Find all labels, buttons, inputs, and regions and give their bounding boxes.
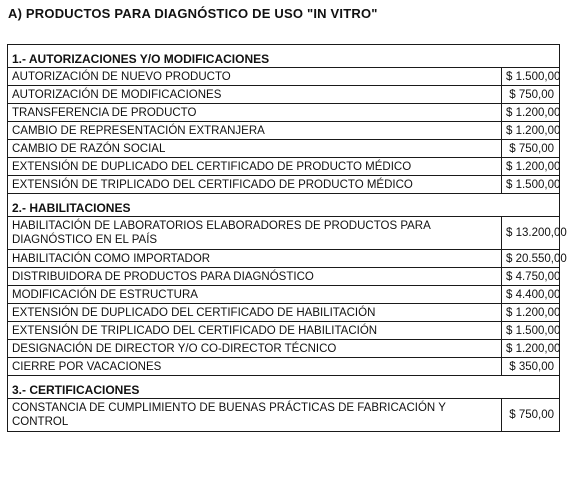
item-price: $ 750,00 — [502, 140, 560, 158]
section-header-row — [8, 376, 560, 399]
page-title: A) PRODUCTOS PARA DIAGNÓSTICO DE USO "IN VITRO" — [8, 6, 378, 21]
table-row — [8, 286, 560, 304]
fee-table — [7, 44, 567, 432]
section-title: 1.- AUTORIZACIONES Y/O MODIFICACIONES — [8, 45, 560, 68]
item-label: CONSTANCIA DE CUMPLIMIENTO DE BUENAS PRÁCTICAS DE FABRICACIÓN Y CONTROL — [8, 399, 502, 432]
table-row — [8, 399, 560, 432]
item-price: $ 4.750,00 — [502, 268, 560, 286]
item-label: EXTENSIÓN DE TRIPLICADO DEL CERTIFICADO DE HABILITACIÓN — [8, 322, 502, 340]
item-label: CAMBIO DE REPRESENTACIÓN EXTRANJERA — [8, 122, 502, 140]
table-row — [8, 322, 560, 340]
table-row — [8, 104, 560, 122]
item-label: DESIGNACIÓN DE DIRECTOR Y/O CO-DIRECTOR TÉCNICO — [8, 340, 502, 358]
table-row — [8, 358, 560, 376]
item-price: $ 1.200,00 — [502, 122, 560, 140]
item-label: EXTENSIÓN DE TRIPLICADO DEL CERTIFICADO DE PRODUCTO MÉDICO — [8, 176, 502, 194]
item-label: EXTENSIÓN DE DUPLICADO DEL CERTIFICADO DE HABILITACIÓN — [8, 304, 502, 322]
table-row — [8, 122, 560, 140]
item-price: $ 1.200,00 — [502, 158, 560, 176]
table-row — [8, 250, 560, 268]
table-row — [8, 158, 560, 176]
item-price: $ 1.200,00 — [502, 304, 560, 322]
table-row — [8, 340, 560, 358]
section-header-row — [8, 194, 560, 217]
item-price: $ 4.400,00 — [502, 286, 560, 304]
item-price: $ 20.550,00 — [502, 250, 560, 268]
item-price: $ 1.200,00 — [502, 104, 560, 122]
item-label: EXTENSIÓN DE DUPLICADO DEL CERTIFICADO DE PRODUCTO MÉDICO — [8, 158, 502, 176]
table-row — [8, 217, 560, 250]
table-row — [8, 68, 560, 86]
item-price: $ 1.500,00 — [502, 68, 560, 86]
item-price: $ 750,00 — [502, 399, 560, 432]
section-title: 3.- CERTIFICACIONES — [8, 376, 560, 399]
item-label: AUTORIZACIÓN DE MODIFICACIONES — [8, 86, 502, 104]
item-price: $ 350,00 — [502, 358, 560, 376]
item-label: HABILITACIÓN DE LABORATORIOS ELABORADORES DE PRODUCTOS PARA DIAGNÓSTICO EN EL PAÍS — [8, 217, 502, 250]
item-price: $ 1.500,00 — [502, 322, 560, 340]
section-header-row — [8, 45, 560, 68]
item-label: MODIFICACIÓN DE ESTRUCTURA — [8, 286, 502, 304]
item-label: DISTRIBUIDORA DE PRODUCTOS PARA DIAGNÓSTICO — [8, 268, 502, 286]
item-price: $ 13.200,00 — [502, 217, 560, 250]
fee-table-body — [8, 45, 567, 432]
table-row — [8, 176, 560, 194]
item-label: TRANSFERENCIA DE PRODUCTO — [8, 104, 502, 122]
item-label: HABILITACIÓN COMO IMPORTADOR — [8, 250, 502, 268]
table-row — [8, 140, 560, 158]
item-label: AUTORIZACIÓN DE NUEVO PRODUCTO — [8, 68, 502, 86]
item-label: CAMBIO DE RAZÓN SOCIAL — [8, 140, 502, 158]
table-row — [8, 268, 560, 286]
item-price: $ 1.500,00 — [502, 176, 560, 194]
item-price: $ 1.200,00 — [502, 340, 560, 358]
item-label: CIERRE POR VACACIONES — [8, 358, 502, 376]
section-title: 2.- HABILITACIONES — [8, 194, 560, 217]
table-row — [8, 86, 560, 104]
table-row — [8, 304, 560, 322]
item-price: $ 750,00 — [502, 86, 560, 104]
